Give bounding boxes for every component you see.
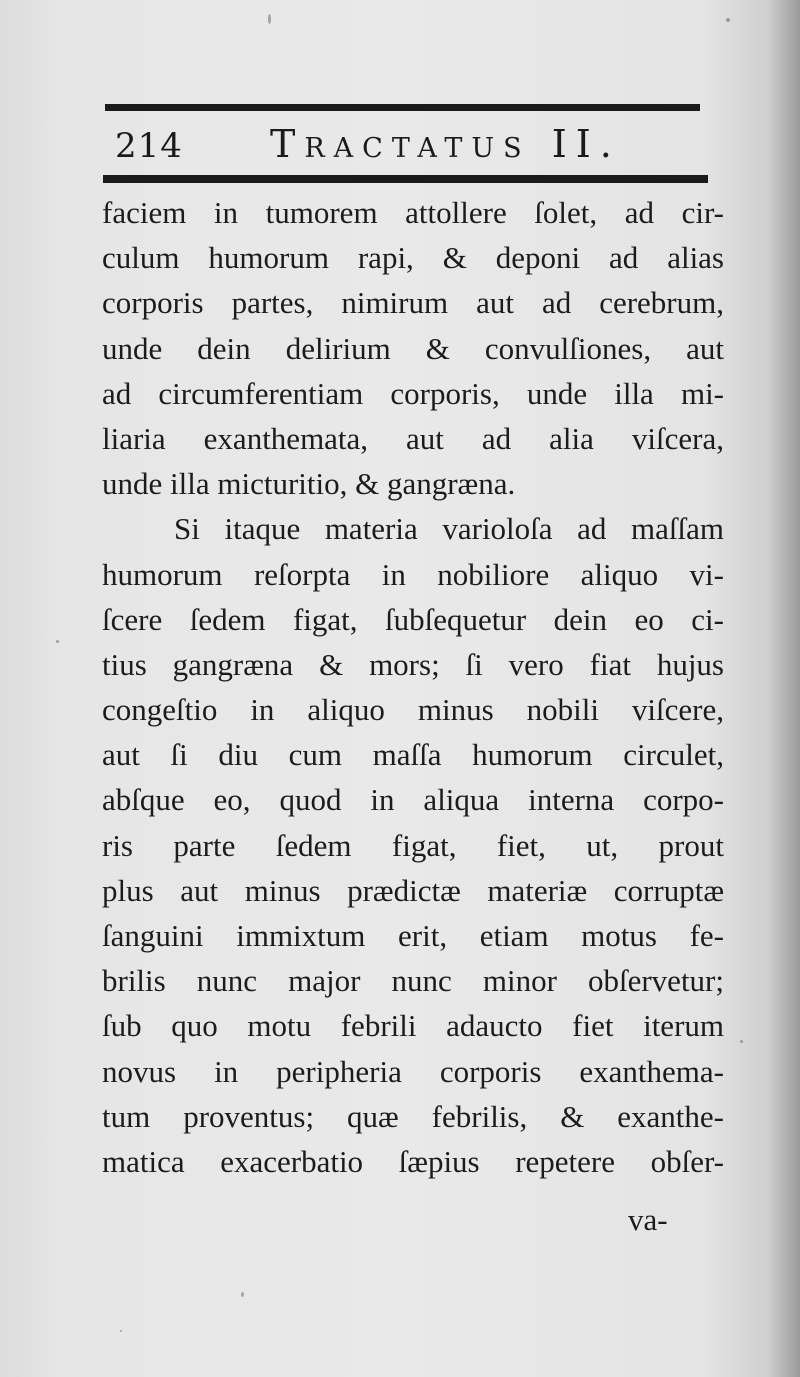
text-line: matica exacerbatio ſæpius repetere obſer- (102, 1143, 724, 1179)
text-line: faciem in tumorem attollere ſolet, ad cir- (102, 195, 724, 230)
text-line: liaria exanthemata, aut ad alia viſcera, (102, 420, 724, 456)
text-line: ris parte ſedem figat, fiet, ut, prout (102, 827, 724, 863)
header-rule-bottom (103, 175, 708, 183)
text-line: ad circumferentiam corporis, unde illa mi- (102, 375, 724, 411)
running-head: Tractatus II. (270, 122, 621, 166)
catchword: va- (628, 1202, 668, 1237)
paragraph-start-line: Si itaque materia varioloſa ad maſſam (174, 511, 724, 547)
text-line: tius gangræna & mors; ſi vero fiat hujus (102, 646, 724, 682)
text-line: novus in peripheria corporis exanthema- (102, 1053, 724, 1089)
text-line: corporis partes, nimirum aut ad cerebrum, (102, 285, 724, 321)
paper-speck (241, 1292, 244, 1297)
paper-speck (56, 640, 59, 643)
body-text (102, 190, 724, 1184)
text-line: ſanguini immixtum erit, etiam motus fe- (102, 918, 724, 953)
text-line: ſub quo motu febrili adaucto fiet iterum (102, 1008, 724, 1044)
text-line: unde illa micturitio, & gangræna. (102, 466, 516, 502)
paper-speck (740, 1040, 743, 1043)
text-line: congeſtio in aliquo minus nobili viſcere, (102, 692, 724, 728)
paper-speck (268, 14, 271, 24)
text-line: aut ſi diu cum maſſa humorum circulet, (102, 737, 724, 773)
text-line: humorum reſorpta in nobiliore aliquo vi- (102, 556, 724, 592)
text-line: tum proventus; quæ febrilis, & exanthe- (102, 1098, 724, 1134)
paper-speck (726, 18, 730, 22)
page-header (115, 118, 675, 168)
text-line: culum humorum rapi, & deponi ad alias (102, 240, 724, 276)
page-number: 214 (115, 126, 183, 166)
text-line: brilis nunc major nunc minor obſervetur; (102, 963, 724, 999)
text-line: ſcere ſedem figat, ſubſequetur dein eo ci- (102, 601, 724, 637)
text-line: plus aut minus prædictæ materiæ corruptæ (102, 872, 724, 908)
header-rule-top (105, 104, 700, 111)
paper-speck (120, 1330, 122, 1332)
text-line: abſque eo, quod in aliqua interna corpo- (102, 782, 724, 818)
text-line: unde dein delirium & convulſiones, aut (102, 330, 724, 366)
